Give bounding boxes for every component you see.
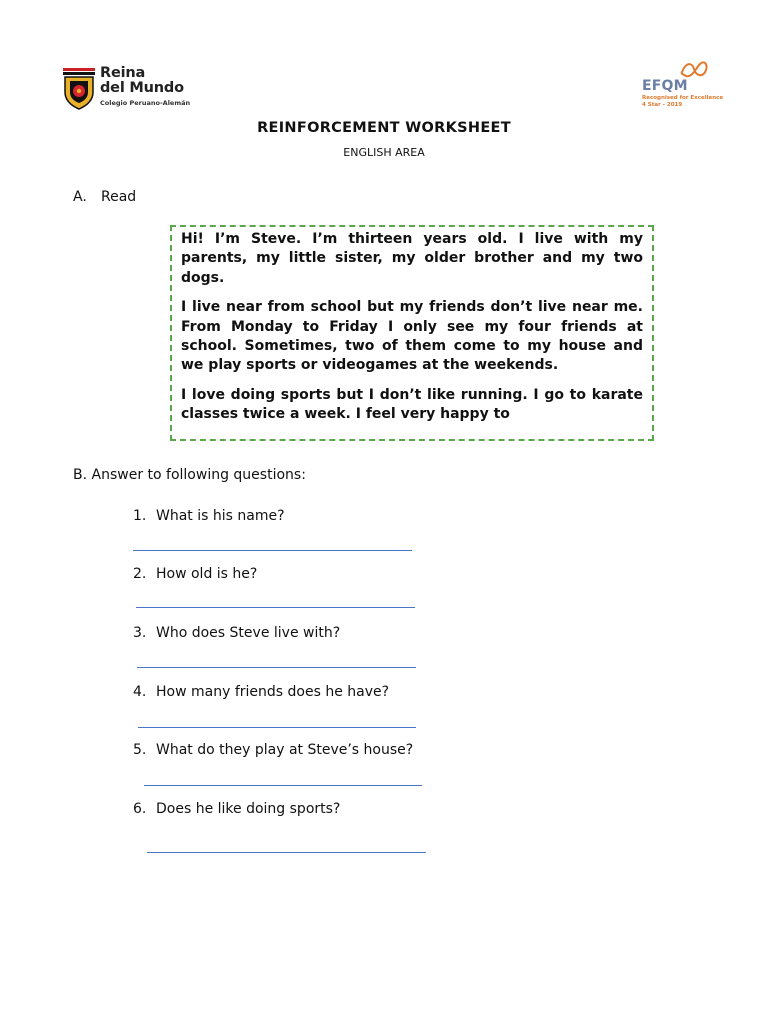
question-number: 5. — [133, 742, 147, 758]
question-item — [133, 801, 340, 817]
question-number: 4. — [133, 684, 147, 700]
question-text: How old is he? — [156, 566, 258, 582]
school-name-line1: Reina — [100, 65, 146, 81]
section-a-label: Read — [101, 189, 137, 205]
section-a-heading — [73, 189, 136, 205]
section-a-marker: A. — [73, 189, 87, 205]
passage-paragraph: I live near from school but my friends don’t live near me. From Monday to Friday I only see my four friends at school. Sometimes, two of them come to my house and we play sports or videogames at the weekends. — [181, 299, 643, 374]
school-shield-icon — [62, 68, 96, 110]
passage-paragraph: I love doing sports but I don’t like running. I go to karate classes twice a week. I feel very happy to — [181, 386, 643, 423]
school-subtitle: Colegio Peruano-Alemán — [100, 99, 191, 107]
page-subtitle: ENGLISH AREA — [343, 146, 425, 159]
question-item — [133, 566, 257, 582]
efqm-recognition: Recognised for Excellence — [642, 95, 724, 101]
question-number: 2. — [133, 566, 147, 582]
question-item — [133, 508, 285, 524]
answer-line[interactable] — [133, 550, 412, 551]
answer-line[interactable] — [144, 785, 422, 786]
question-item — [133, 684, 389, 700]
section-b-heading: B. Answer to following questions: — [73, 467, 306, 483]
reading-passage — [170, 225, 654, 441]
question-text: Who does Steve live with? — [156, 625, 341, 641]
question-text: Does he like doing sports? — [156, 801, 341, 817]
question-number: 3. — [133, 625, 147, 641]
question-item — [133, 625, 340, 641]
answer-line[interactable] — [136, 607, 415, 608]
question-text: What is his name? — [156, 508, 285, 524]
question-text: How many friends does he have? — [156, 684, 390, 700]
passage-paragraph: Hi! I’m Steve. I’m thirteen years old. I live with my parents, my little sister, my older brother and my two dogs. — [181, 231, 643, 286]
question-text: What do they play at Steve’s house? — [156, 742, 414, 758]
efqm-name: EFQM — [642, 78, 688, 94]
page-title: REINFORCEMENT WORKSHEET — [257, 120, 511, 136]
efqm-logo — [638, 58, 724, 112]
question-number: 6. — [133, 801, 147, 817]
question-item — [133, 742, 413, 758]
question-number: 1. — [133, 508, 147, 524]
school-logo — [62, 65, 197, 112]
answer-line[interactable] — [147, 852, 426, 853]
school-name — [100, 66, 184, 96]
answer-line[interactable] — [137, 667, 416, 668]
efqm-rating: 4 Star - 2019 — [642, 102, 683, 108]
school-name-line2: del Mundo — [100, 80, 184, 96]
answer-line[interactable] — [138, 727, 416, 728]
efqm-infinity-icon — [678, 58, 710, 80]
